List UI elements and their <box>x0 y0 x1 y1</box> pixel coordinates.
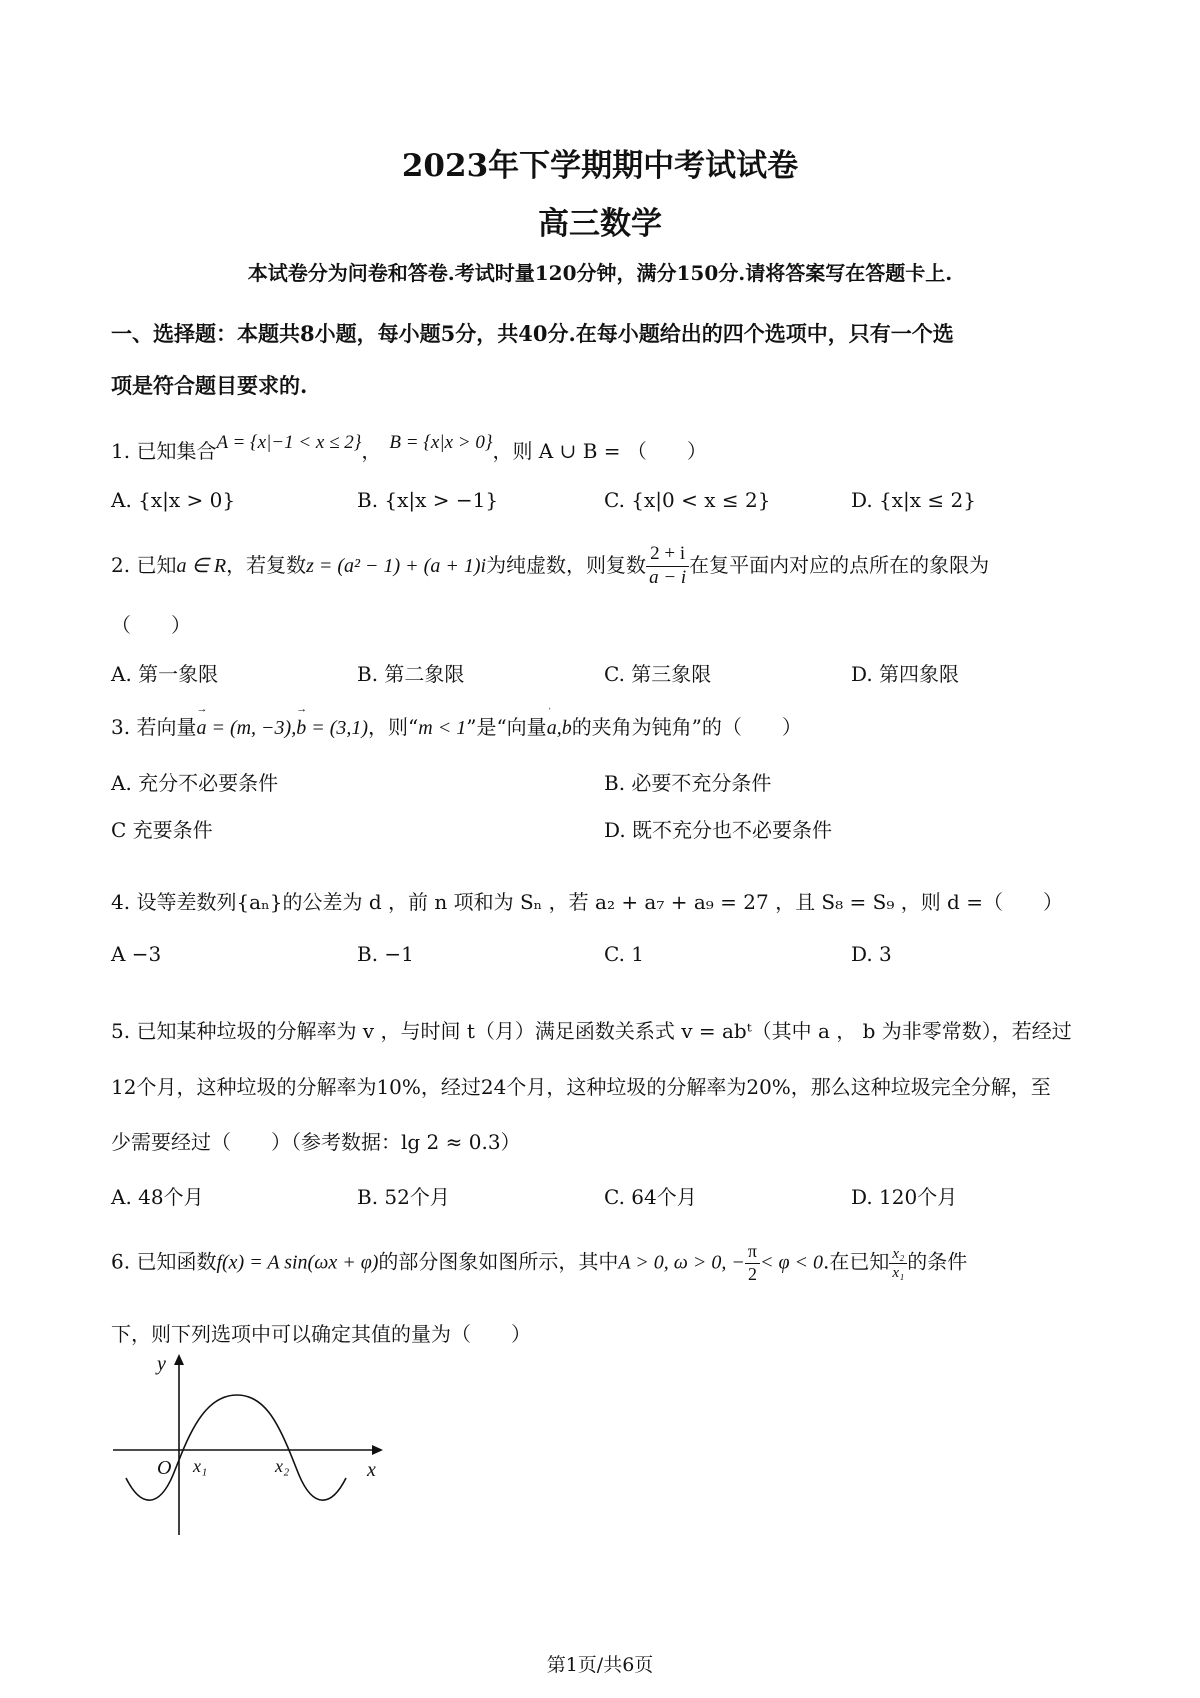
section-heading-line2: 项是符合题目要求的. <box>111 373 308 398</box>
q3-option-c[interactable]: C 充要条件 <box>111 818 213 842</box>
question-2-paren: （ ） <box>111 613 191 637</box>
vector-b: → b <box>296 717 306 740</box>
y-axis-label: y <box>157 1353 166 1375</box>
question-text: 若向量 <box>136 715 197 739</box>
question-text: .在已知 <box>823 1249 890 1274</box>
question-number: 2. <box>111 552 131 577</box>
question-text: 已知某种垃圾的分解率为 v ，与时间 t（月）满足函数关系式 v = abᵗ（其中 a ， b 为非零常数），若经过 <box>136 1019 1072 1043</box>
question-text: ”是“向量 <box>466 715 547 739</box>
x1-label: x₁ <box>193 1456 208 1476</box>
page-footer: 第1页/共6页 <box>546 1654 654 1676</box>
condition: m < 1 <box>418 717 467 739</box>
origin-label: O <box>157 1457 172 1479</box>
x-axis-label: x <box>367 1459 376 1481</box>
question-number: 5. <box>111 1019 131 1043</box>
fraction-numerator: x₂ <box>889 1245 907 1264</box>
question-2 <box>111 543 989 590</box>
sine-curve <box>126 1395 346 1500</box>
x-axis-arrow-icon <box>372 1445 383 1455</box>
question-tail: 的条件 <box>907 1249 968 1274</box>
condition: A > 0, ω > 0, − <box>618 1251 745 1274</box>
q4-option-d[interactable]: D. 3 <box>851 942 892 966</box>
set-a: A = {x|−1 < x ≤ 2} <box>216 432 362 453</box>
question-text: 已知函数 <box>136 1249 217 1274</box>
question-3 <box>111 711 802 740</box>
fraction-denominator: x₁ <box>892 1264 905 1281</box>
question-tail: 在复平面内对应的点所在的象限为 <box>689 552 990 577</box>
question-1 <box>111 432 707 464</box>
question-text: ，则“ <box>368 715 419 739</box>
q2-option-c[interactable]: C. 第三象限 <box>604 662 712 686</box>
q1-option-d[interactable]: D. {x|x ≤ 2} <box>851 488 976 512</box>
q2-option-d[interactable]: D. 第四象限 <box>851 662 960 686</box>
question-text: ，若复数 <box>226 552 307 577</box>
question-6-line2: 下，则下列选项中可以确定其值的量为（ ） <box>111 1322 531 1346</box>
question-text: 已知集合 <box>136 439 217 463</box>
fraction-denominator: a − i <box>649 566 687 588</box>
q3-option-d[interactable]: D. 既不充分也不必要条件 <box>604 818 833 842</box>
question-6 <box>111 1241 967 1285</box>
q3-option-a[interactable]: A. 充分不必要条件 <box>111 771 279 795</box>
question-tail: ，则 A ∪ B = （ ） <box>492 439 707 463</box>
q5-option-c[interactable]: C. 64个月 <box>604 1185 697 1209</box>
fraction-numerator: π <box>745 1241 760 1264</box>
question-4 <box>111 886 1063 915</box>
q2-option-b[interactable]: B. 第二象限 <box>357 662 465 686</box>
x2-label: x₂ <box>275 1456 290 1476</box>
vector-b-value: = (3,1) <box>306 717 369 739</box>
q4-option-b[interactable]: B. −1 <box>357 942 414 966</box>
q5-option-b[interactable]: B. 52个月 <box>357 1185 450 1209</box>
question-text: 为纯虚数，则复数 <box>486 552 647 577</box>
fraction-denominator: 2 <box>747 1263 757 1284</box>
q5-option-a[interactable]: A. 48个月 <box>111 1185 204 1209</box>
q4-option-a[interactable]: A −3 <box>111 942 162 966</box>
question-number: 4. <box>111 890 131 914</box>
question-number: 1. <box>111 439 131 463</box>
fraction <box>646 543 689 590</box>
y-axis-arrow-icon <box>174 1354 184 1365</box>
exam-instructions: 本试卷分为问卷和答卷.考试时量120分钟，满分150分.请将答案写在答题卡上. <box>247 261 953 285</box>
q1-option-b[interactable]: B. {x|x > −1} <box>357 488 499 512</box>
set-b: B = {x|x > 0} <box>389 432 493 453</box>
condition: a ∈ R <box>176 554 227 577</box>
question-text: 设等差数列{aₙ}的公差为 d ，前 n 项和为 Sₙ ，若 a₂ + a₇ + a₉ = 27 ，且 S₈ = S₉ ，则 d =（ ） <box>136 890 1063 914</box>
q2-option-a[interactable]: A. 第一象限 <box>111 662 219 686</box>
fraction-numerator: 2 + i <box>646 543 689 567</box>
q3-option-b[interactable]: B. 必要不充分条件 <box>604 771 772 795</box>
question-number: 3. <box>111 715 131 739</box>
x-ratio-fraction <box>889 1245 907 1282</box>
question-5 <box>111 1015 1072 1044</box>
section-heading-line1: 一、选择题：本题共8小题，每小题5分，共40分.在每小题给出的四个选项中，只有一个选 <box>111 321 954 346</box>
question-number: 6. <box>111 1249 131 1274</box>
sine-graph <box>95 1350 395 1540</box>
function: f(x) = A sin(ωx + φ) <box>216 1251 379 1274</box>
q1-option-a[interactable]: A. {x|x > 0} <box>111 488 236 512</box>
condition: < φ < 0 <box>759 1251 824 1274</box>
vectors-ab: ˈ a,b <box>547 717 572 740</box>
question-text: 的部分图象如图所示，其中 <box>378 1249 619 1274</box>
q4-option-c[interactable]: C. 1 <box>604 942 645 966</box>
q1-option-c[interactable]: C. {x|0 < x ≤ 2} <box>604 488 771 512</box>
question-5-line2: 12个月，这种垃圾的分解率为10%，经过24个月，这种垃圾的分解率为20%，那么这种垃圾完全分解，至 <box>111 1075 1051 1099</box>
separator: ， <box>361 439 382 463</box>
q5-option-d[interactable]: D. 120个月 <box>851 1185 958 1209</box>
vector-a: → a <box>196 717 206 740</box>
question-tail: 的夹角为钝角”的（ ） <box>571 715 802 739</box>
vector-a-value: = (m, −3), <box>206 717 297 739</box>
exam-title: 2023年下学期期中考试试卷 <box>401 148 799 184</box>
question-text: 已知 <box>136 552 177 577</box>
exam-subject: 高三数学 <box>538 206 662 242</box>
question-5-line3: 少需要经过（ ）（参考数据：lg 2 ≈ 0.3） <box>111 1130 521 1154</box>
pi-fraction <box>745 1241 760 1285</box>
complex-z: z = (a² − 1) + (a + 1)i <box>306 554 487 577</box>
